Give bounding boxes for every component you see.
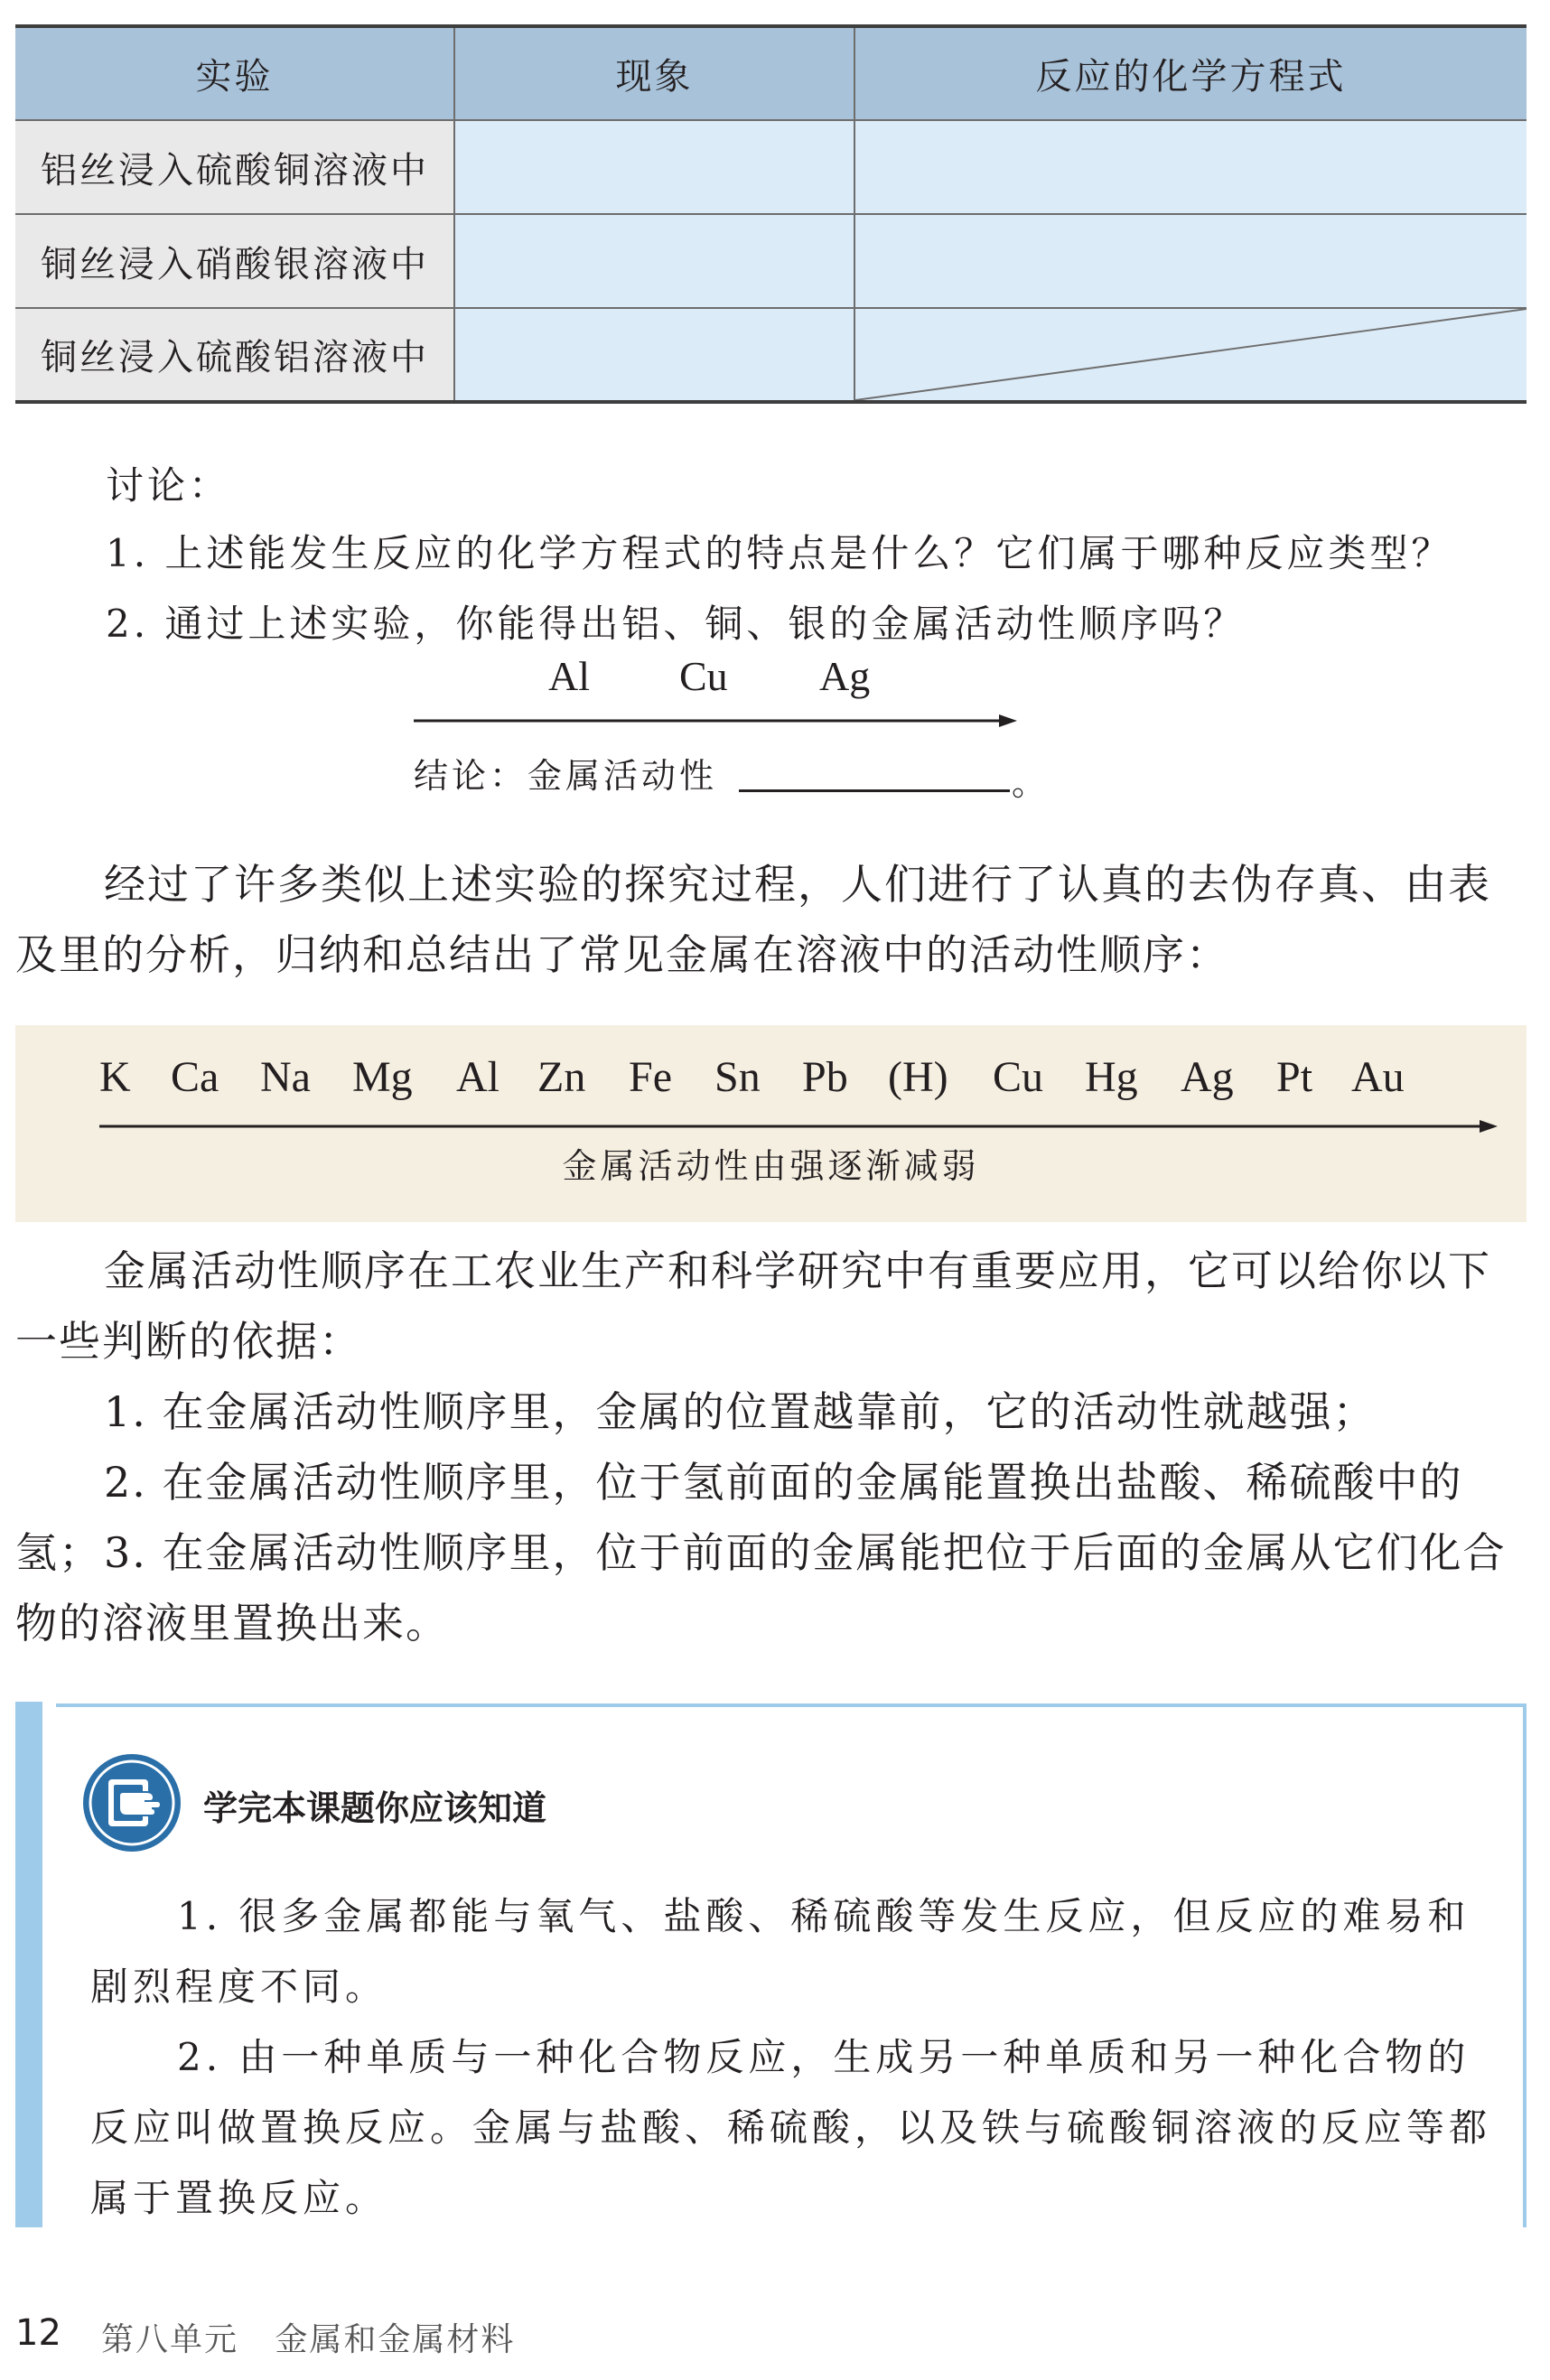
header-equation: 反应的化学方程式 — [854, 26, 1527, 120]
series-symbol: Pb — [802, 1053, 848, 1101]
activity-arrow-long — [99, 1116, 1499, 1136]
table-row — [15, 308, 1527, 402]
table-header-row — [15, 26, 1527, 120]
know-box-sidebar — [15, 1702, 42, 2227]
unit-title: 第八单元 金属和金属材料 — [101, 2321, 516, 2358]
rule-3 — [15, 1517, 1527, 1658]
series-symbol: Mg — [352, 1053, 413, 1101]
series-symbol: Hg — [1085, 1053, 1138, 1101]
discussion-question-1: 1. 上述能发生反应的化学方程式的特点是什么？它们属于哪种反应类型？ — [106, 531, 1453, 575]
metal-cu: Cu — [679, 653, 728, 699]
know-box-title: 学完本课题你应该知道 — [203, 1788, 547, 1828]
equation-cell-crossed — [854, 308, 1527, 402]
activity-arrow-short — [414, 710, 1019, 732]
rule-3-text: 3. 在金属活动性顺序里，位于前面的金属能把位于后面的金属从它们化合物的溶液里置换出来。 — [15, 1528, 1507, 1647]
metal-ag: Ag — [819, 653, 871, 699]
intro-paragraph — [15, 849, 1527, 990]
activity-series-box — [15, 1025, 1527, 1222]
series-symbol: Cu — [993, 1053, 1044, 1101]
series-symbol: Na — [260, 1053, 311, 1101]
header-phenomenon: 现象 — [454, 26, 854, 120]
diagonal-slash — [855, 309, 1527, 400]
hand-book-icon — [81, 1752, 182, 1853]
know-point-2-text: 2. 由一种单质与一种化合物反应，生成另一种单质和另一种化合物的反应叫做置换反应。金属与盐酸、稀硫酸，以及铁与硫酸铜溶液的反应等都属于置换反应。 — [90, 2035, 1492, 2220]
know-point-1 — [90, 1881, 1499, 2022]
discussion-heading: 讨论： — [106, 463, 231, 508]
equation-cell — [854, 120, 1527, 214]
application-intro-text: 金属活动性顺序在工农业生产和科学研究中有重要应用，它可以给你以下一些判断的依据： — [15, 1246, 1491, 1366]
table-row — [15, 120, 1527, 214]
intro-paragraph-text: 经过了许多类似上述实验的探究过程，人们进行了认真的去伪存真、由表及里的分析，归纳和总结出了常见金属在溶液中的活动性顺序： — [15, 860, 1491, 979]
experiment-table — [15, 24, 1527, 404]
application-intro — [15, 1236, 1527, 1377]
discussion-question-2: 2. 通过上述实验，你能得出铝、铜、银的金属活动性顺序吗？ — [106, 602, 1246, 646]
equation-cell — [854, 214, 1527, 308]
experiment-label: 铜丝浸入硝酸银溶液中 — [15, 214, 454, 308]
experiment-label: 铝丝浸入硫酸铜溶液中 — [15, 120, 454, 214]
conclusion-period: 。 — [1012, 763, 1050, 803]
know-point-1-text: 1. 很多金属都能与氧气、盐酸、稀硫酸等发生反应，但反应的难易和剧烈程度不同。 — [90, 1894, 1471, 2009]
rule-2-text: 2. 在金属活动性顺序里，位于氢前面的金属能置换出盐酸、稀硫酸中的氢； — [15, 1458, 1463, 1577]
rule-1-text: 1. 在金属活动性顺序里，金属的位置越靠前，它的活动性就越强； — [104, 1387, 1377, 1436]
metal-al: Al — [548, 653, 590, 699]
phenomenon-cell — [454, 214, 854, 308]
series-symbol: K — [99, 1053, 131, 1101]
phenomenon-cell — [454, 308, 854, 402]
series-symbol: Ag — [1181, 1053, 1234, 1101]
table-row — [15, 214, 1527, 308]
series-symbol: Ca — [171, 1053, 219, 1101]
phenomenon-cell — [454, 120, 854, 214]
series-symbol: Fe — [629, 1053, 672, 1101]
series-symbol: Au — [1351, 1053, 1405, 1101]
know-point-2 — [90, 2022, 1499, 2234]
rule-1 — [15, 1377, 1527, 1447]
header-experiment: 实验 — [15, 26, 454, 120]
series-symbol: Sn — [714, 1053, 761, 1101]
page-number: 12 — [15, 2312, 61, 2354]
series-caption: 金属活动性由强逐渐减弱 — [562, 1146, 980, 1186]
series-symbol: (H) — [888, 1053, 948, 1101]
experiment-label: 铜丝浸入硫酸铝溶液中 — [15, 308, 454, 402]
conclusion-blank — [739, 789, 1010, 792]
series-symbol: Al — [456, 1053, 500, 1101]
conclusion-label: 结论：金属活动性 — [414, 756, 718, 796]
series-symbol: Pt — [1276, 1053, 1313, 1101]
series-symbol: Zn — [537, 1053, 586, 1101]
